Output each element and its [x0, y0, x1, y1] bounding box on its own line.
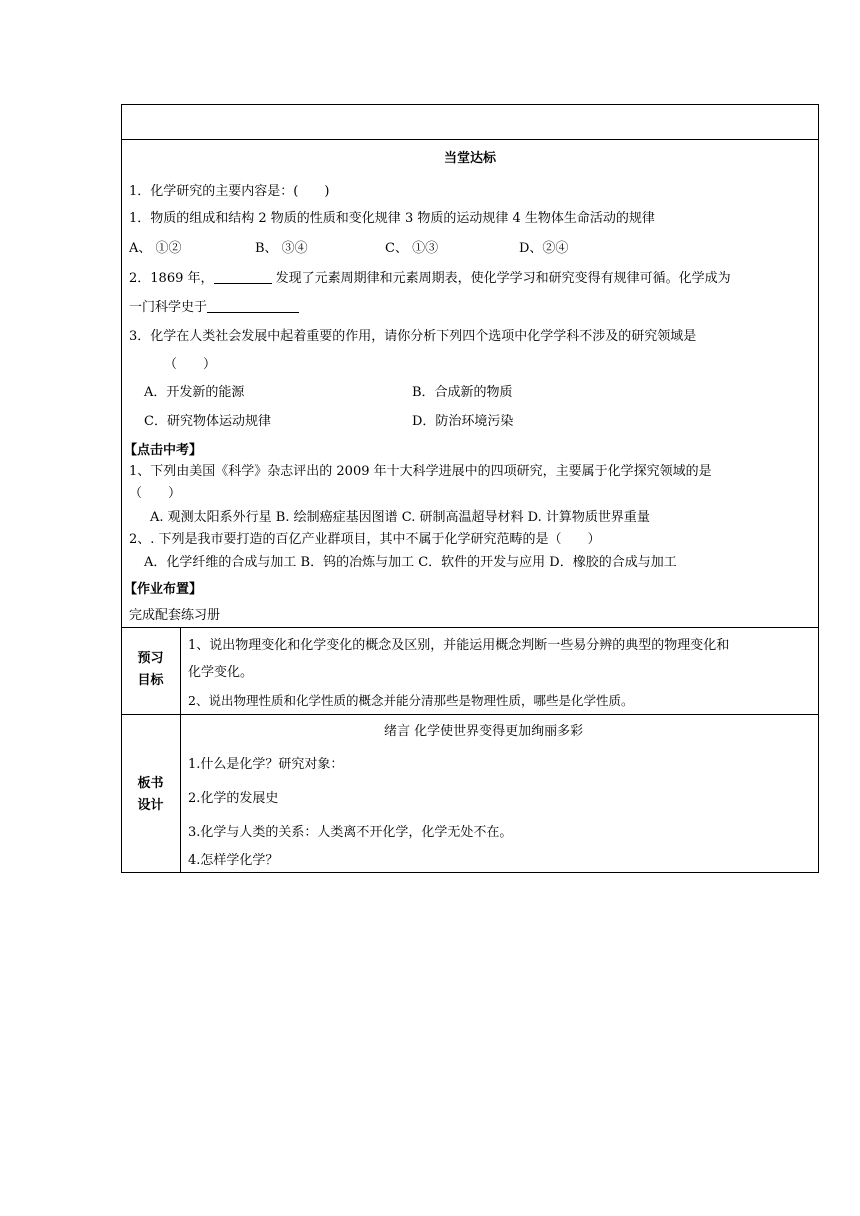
preview-item-1-line-1: 1、说出物理变化和化学变化的概念及区别，并能运用概念判断一些易分辨的典型的物理变化和 — [188, 638, 730, 653]
question-1-option-b: B、 ③④ — [255, 241, 308, 256]
row-divider — [122, 139, 818, 140]
exam-heading: 【点击中考】 — [124, 443, 203, 458]
homework-text: 完成配套练习册 — [129, 608, 221, 623]
question-1-option-a: A、 ①② — [129, 241, 182, 256]
preview-item-2: 2、说出物理性质和化学性质的概念并能分清那些是物理性质，哪些是化学性质。 — [188, 693, 634, 708]
row-divider — [122, 627, 818, 628]
question-1-option-c: C、 ①③ — [385, 241, 439, 256]
fill-blank — [214, 271, 272, 284]
question-3: 3．化学在人类社会发展中起着重要的作用，请你分析下列四个选项中化学学科不涉及的研究领域是 — [129, 329, 697, 344]
section-heading: 当堂达标 — [443, 151, 496, 166]
exam-question-1-paren: （ ） — [129, 486, 182, 501]
exam-question-1: 1、下列由美国《科学》杂志评出的 2009 年十大科学进展中的四项研究，主要属于化学探究领域的是 — [129, 464, 712, 479]
board-item-3: 3.化学与人类的关系：人类离不开化学，化学无处不在。 — [188, 825, 513, 840]
board-label-line-1: 板书 — [137, 776, 164, 791]
board-item-4: 4.怎样学化学？ — [188, 853, 279, 868]
exam-question-1-options: A. 观测太阳系外行星 B. 绘制癌症基因图谱 C. 研制高温超导材料 D. 计算物质世界重量 — [150, 510, 650, 525]
exam-question-2: 2、. 下列是我市要打造的百亿产业群项目，其中不属于化学研究范畴的是（ ） — [129, 532, 601, 547]
board-label-line-2: 设计 — [137, 798, 164, 813]
board-item-1: 1.什么是化学？研究对象： — [188, 757, 344, 772]
lesson-table — [121, 104, 819, 873]
row-divider — [122, 714, 818, 715]
exam-question-2-options: A．化学纤维的合成与加工 B．钨的冶炼与加工 C．软件的开发与应用 D．橡胶的合成与加工 — [144, 555, 677, 570]
question-2-line-2 — [129, 300, 299, 316]
question-3-paren: （ ） — [164, 357, 217, 372]
preview-item-1-line-2: 化学变化。 — [188, 665, 254, 680]
question-1: 1．化学研究的主要内容是：( ) — [129, 184, 330, 199]
column-divider — [180, 627, 181, 872]
preview-label-line-1: 预习 — [137, 651, 164, 666]
question-2-line-1 — [129, 271, 731, 287]
question-1-detail: 1．物质的组成和结构 2 物质的性质和变化规律 3 物质的运动规律 4 生物体生命活动的规律 — [129, 211, 655, 226]
question-2-text-tail: 一门科学史于 — [129, 300, 208, 315]
board-label — [122, 773, 179, 817]
fill-blank — [207, 300, 299, 313]
question-3-option-a: A．开发新的能源 — [144, 385, 245, 400]
homework-heading: 【作业布置】 — [124, 582, 203, 597]
board-title: 绪言 化学使世界变得更加绚丽多彩 — [384, 724, 584, 739]
question-3-option-d: D．防治环境污染 — [412, 414, 514, 429]
preview-label — [122, 648, 179, 692]
question-3-option-b: B．合成新的物质 — [412, 385, 513, 400]
question-2-text-start: 2．1869 年， — [129, 271, 214, 286]
question-1-option-d: D、②④ — [519, 241, 569, 256]
preview-label-line-2: 目标 — [137, 673, 164, 688]
board-item-2: 2.化学的发展史 — [188, 791, 279, 806]
question-2-text-end: 发现了元素周期律和元素周期表，使化学学习和研究变得有规律可循。化学成为 — [271, 271, 731, 286]
question-3-option-c: C．研究物体运动规律 — [144, 414, 271, 429]
